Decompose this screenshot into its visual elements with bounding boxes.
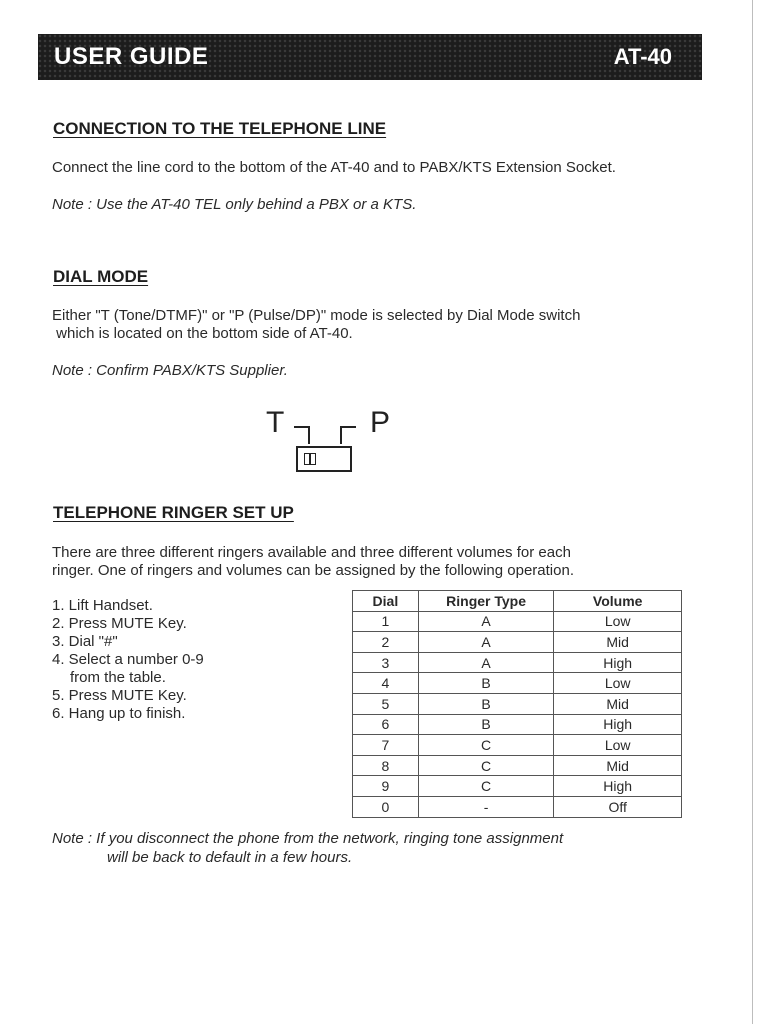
table-row [353,693,682,714]
table-row [353,673,682,694]
cell-volume: High [554,776,682,797]
switch-knob-icon [304,453,316,465]
cell-volume: Off [554,796,682,817]
cell-dial: 4 [353,673,419,694]
table-row [353,735,682,756]
cell-volume: Low [554,735,682,756]
cell-volume: High [554,714,682,735]
cell-dial: 3 [353,652,419,673]
cell-dial: 9 [353,776,419,797]
switch-pulse-marker [340,426,356,444]
cell-dial: 8 [353,755,419,776]
step-item: 2. Press MUTE Key. [52,615,187,632]
ringer-table [352,590,682,818]
header-title: USER GUIDE [54,43,209,70]
cell-ringer-type: - [418,796,554,817]
table-header-row [353,591,682,612]
cell-dial: 5 [353,693,419,714]
cell-volume: High [554,652,682,673]
table-row [353,776,682,797]
ringer-text-line1: There are three different ringers available and three different volumes for each [52,544,571,561]
cell-dial: 1 [353,611,419,632]
switch-label-pulse: P [370,406,391,439]
ringer-note-line2: will be back to default in a few hours. [107,849,353,866]
connection-note: Note : Use the AT-40 TEL only behind a PBX or a KTS. [52,196,417,213]
connection-text: Connect the line cord to the bottom of the AT-40 and to PABX/KTS Extension Socket. [52,159,616,176]
cell-volume: Low [554,673,682,694]
cell-dial: 6 [353,714,419,735]
cell-ringer-type: B [418,693,554,714]
table-row [353,611,682,632]
dial-mode-switch [296,446,352,472]
scan-edge-line [752,0,753,1024]
step-item-continuation: from the table. [70,669,166,686]
cell-ringer-type: A [418,632,554,653]
cell-ringer-type: B [418,673,554,694]
cell-volume: Mid [554,755,682,776]
table-row [353,755,682,776]
ringer-heading: TELEPHONE RINGER SET UP [53,503,294,522]
dial-mode-note: Note : Confirm PABX/KTS Supplier. [52,362,288,379]
table-row [353,652,682,673]
header-model: AT-40 [613,44,672,69]
ringer-steps-list [52,597,204,723]
step-item: 5. Press MUTE Key. [52,687,187,704]
cell-dial: 2 [353,632,419,653]
step-item: 1. Lift Handset. [52,597,153,614]
table-row [353,714,682,735]
step-item: 3. Dial "#" [52,633,118,650]
step-item: 6. Hang up to finish. [52,705,186,722]
switch-label-tone: T [266,406,285,439]
column-header-ringer-type: Ringer Type [418,591,554,612]
ringer-text-line2: ringer. One of ringers and volumes can be assigned by the following operation. [52,562,574,579]
cell-ringer-type: A [418,611,554,632]
table-row [353,796,682,817]
cell-volume: Mid [554,693,682,714]
cell-volume: Low [554,611,682,632]
cell-ringer-type: C [418,735,554,756]
dial-mode-switch-diagram [266,406,406,450]
dial-mode-text-line1: Either "T (Tone/DTMF)" or "P (Pulse/DP)" mode is selected by Dial Mode switch [52,307,581,324]
cell-dial: 7 [353,735,419,756]
header-bar [38,34,702,80]
step-item: 4. Select a number 0-9 [52,651,204,668]
column-header-volume: Volume [554,591,682,612]
cell-ringer-type: A [418,652,554,673]
ringer-note-line1: Note : If you disconnect the phone from the network, ringing tone assignment [52,830,564,847]
cell-ringer-type: B [418,714,554,735]
cell-volume: Mid [554,632,682,653]
table-row [353,632,682,653]
cell-ringer-type: C [418,776,554,797]
cell-ringer-type: C [418,755,554,776]
dial-mode-text-line2: which is located on the bottom side of AT-40. [52,325,353,342]
column-header-dial: Dial [353,591,419,612]
cell-dial: 0 [353,796,419,817]
dial-mode-heading: DIAL MODE [53,267,149,286]
connection-heading: CONNECTION TO THE TELEPHONE LINE [53,119,387,138]
switch-tone-marker [294,426,310,444]
